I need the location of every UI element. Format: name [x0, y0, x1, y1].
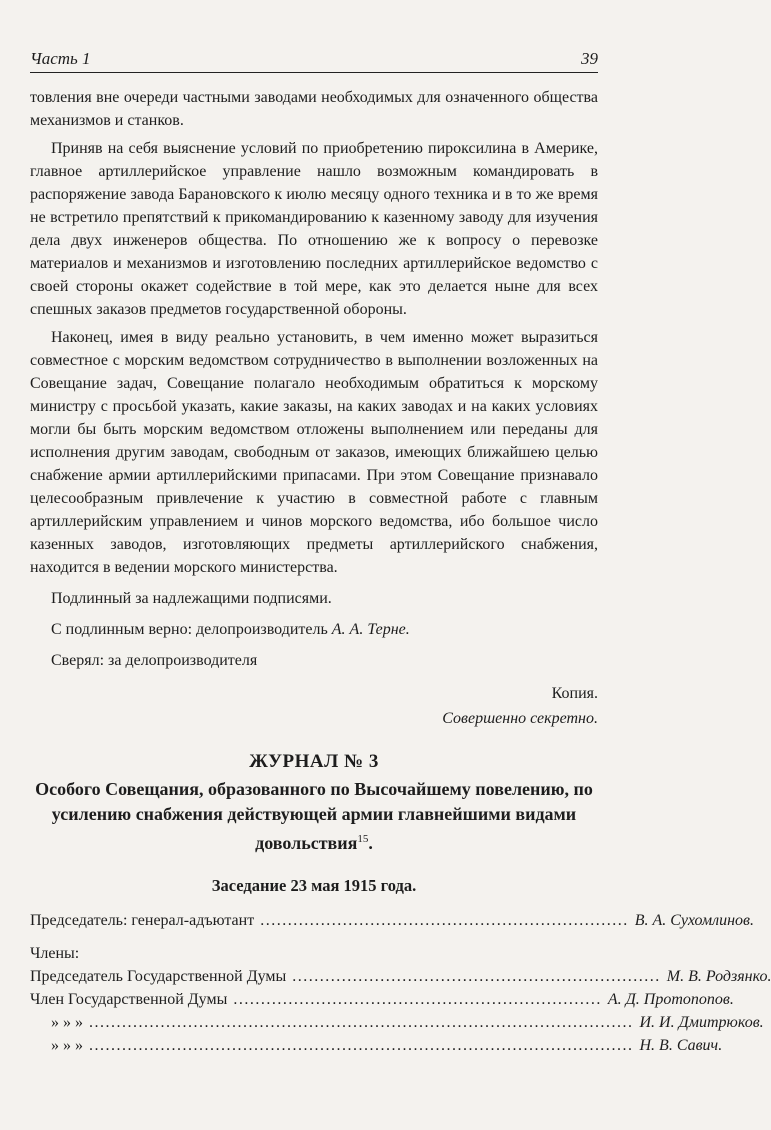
leader-dots: ................................................................... — [292, 968, 661, 985]
session-date: Заседание 23 мая 1915 года. — [211, 876, 417, 895]
part-label: Часть 1 — [30, 49, 91, 68]
journal-subtitle-text: Особого Совещания, образованного по Высочайшему повелению, по усилению снабжения действующей армии главнейшими видами довольствия — [35, 779, 593, 853]
running-header — [30, 46, 598, 73]
journal-title: ЖУРНАЛ № 3 — [249, 751, 379, 772]
members-label: Члены: — [30, 945, 80, 962]
leader-dots: ................................................................... — [260, 912, 629, 929]
member-role: » » » — [51, 1014, 83, 1031]
page-number: 39 — [581, 49, 598, 68]
member-role: » » » — [51, 1037, 83, 1054]
member-name: И. И. Дмитрюков. — [639, 1014, 764, 1031]
signed-note: Подлинный за надлежащими подписями. — [51, 590, 332, 607]
verified-line: Сверял: за делопроизводителя — [51, 652, 258, 669]
journal-subtitle — [30, 777, 598, 856]
chairman-row — [30, 909, 754, 932]
paragraph-continuation: товления вне очереди частными заводами необходимых для означенного общества механизмов и станков. — [30, 89, 598, 129]
certified-line — [30, 618, 598, 641]
member-name: А. Д. Протопопов. — [607, 991, 734, 1008]
member-row — [30, 988, 734, 1011]
chairman-name: В. А. Сухомлинов. — [634, 912, 754, 929]
paragraph-pyroxylin: Приняв на себя выяснение условий по приобретению пироксилина в Америке, главное артиллерийское управление нашло возможным командировать в распоряжение завода Барановского к июлю месяцу одного техника и в то же время не встретило препятствий к прикомандированию к казенному заводу для изучения дела двух инженеров общества. По отношению же к вопросу о перевозке материалов и механизмов и изготовлению последних артиллерийское ведомство с своей стороны окажет содействие в той мере, как это делается ныне для всех спешных заказов предметов государственной обороны. — [30, 140, 598, 318]
document-body — [30, 86, 771, 1057]
member-role: Член Государственной Думы — [30, 991, 228, 1008]
copy-label: Копия. — [551, 685, 598, 702]
journal-subtitle-end: . — [368, 833, 373, 853]
member-name: Н. В. Савич. — [639, 1037, 723, 1054]
footnote-ref: 15 — [357, 833, 369, 845]
certified-name: А. А. Терне. — [331, 621, 410, 638]
member-row — [30, 1011, 764, 1034]
member-row — [30, 1034, 723, 1057]
certified-prefix: С подлинным верно: делопроизводитель — [51, 621, 332, 638]
leader-dots: ................................................................................................... — [89, 1037, 634, 1054]
member-name: М. В. Родзянко. — [666, 968, 771, 985]
chairman-label: Председатель: генерал-адъютант — [30, 912, 255, 929]
paragraph-naval: Наконец, имея в виду реально установить, в чем именно может выразиться совместное с морским ведомством сотрудничество в выполнении возложенных на Совещание задач, Совещание полагало необходимым обратиться к морскому министру с просьбой указать, какие заказы, на каких заводах и на каких условиях могли бы быть морским ведомством отложены выполнением или переданы для исполнения другим заводам, свободным от заказов, имеющих ближайшею целью снабжение армии артиллерийскими припасами. При этом Совещание признавало целесообразным привлечение к участию в совместной работе с главным артиллерийским управлением и чинов морского ведомства, ибо большое число казенных заводов, изготовляющих предметы артиллерийского снабжения, находится в ведении морского министерства. — [30, 329, 598, 576]
secret-label: Совершенно секретно. — [442, 710, 598, 727]
leader-dots: ................................................................... — [233, 991, 602, 1008]
leader-dots: ................................................................................................... — [89, 1014, 634, 1031]
member-row — [30, 965, 771, 988]
member-role: Председатель Государственной Думы — [30, 968, 287, 985]
